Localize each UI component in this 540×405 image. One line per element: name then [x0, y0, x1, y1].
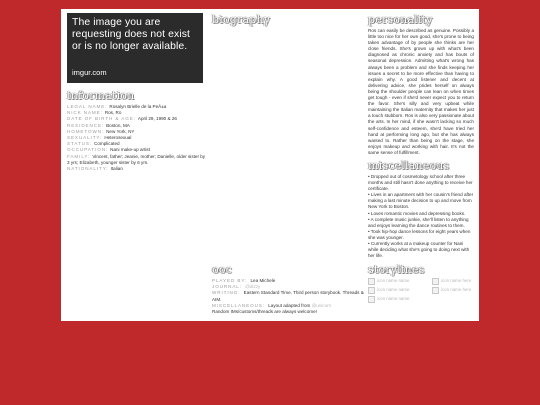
misc-after-row	[212, 309, 372, 315]
middle-column	[212, 13, 338, 28]
personality-heading: personality	[368, 13, 433, 26]
biography-heading: biography	[212, 13, 271, 26]
broken-image-icon	[432, 287, 439, 294]
miscellaneous-item: • Lives in an apartment with her cousin's friend after making a last minute decision to up and move from New York to Boston.	[368, 192, 474, 210]
storylines-grid	[368, 278, 474, 303]
storyline-label: icon name here	[441, 287, 472, 293]
storyline-label: icon name name	[377, 278, 410, 284]
storyline-link[interactable]	[368, 296, 428, 303]
storyline-link[interactable]	[432, 287, 474, 294]
information-label: RESIDENCE:	[67, 122, 105, 128]
writing-row	[212, 290, 372, 302]
storyline-label: icon name name	[377, 287, 410, 293]
information-value: Complicated	[94, 141, 120, 147]
information-value: Rosalyn Brielle de la PeÃ±a	[109, 104, 167, 109]
information-label: NATIONALITY:	[67, 166, 109, 172]
information-row	[67, 154, 207, 166]
left-column	[67, 13, 207, 172]
misc-value: Layout adapted from	[268, 302, 311, 308]
miscellaneous-item: • Currently works at a makeup counter for Nani while deciding what she's going to doing next with her life.	[368, 241, 470, 259]
misc-label: MISCELLANEOUS:	[212, 302, 265, 308]
information-list	[67, 104, 207, 172]
information-label: STATUS:	[67, 141, 93, 147]
information-label: OCCUPATION:	[67, 147, 109, 153]
information-label: SEXUALITY:	[67, 135, 103, 141]
misc-link[interactable]: @unicorn	[311, 302, 332, 308]
information-label: NICK NAME:	[67, 110, 103, 116]
personality-text: Ros can easily be described as genuine. Possibly a little too nice for her own good, she's prone to being taken advantage of by people she thinks are her close friends. She's grown up with what's been diagnosed as chronic anxiety and has bouts of seasonal depression. Admitting what's wrong has always been a problem and she finds keeping her issues a secret to be more effective than having to explain why. A good listener and decent at delivering advice, she prides herself on always being the shoulder people can lean on when times get tough - even if she'd never expect you to return the favor. She's silly and very upbeat while maintaining the Italian maternity that makes her just a touch stubborn. Ros is also very passionate about the arts. In her mind, if she wasn't lacking so much self-confidence and esteem, she'd have tried her hand at performing long ago, but she has always wanted to. Rather than being on the stage, she enjoys makeup and working with hair. It's not the same sense of fulfillment.	[368, 28, 474, 155]
storyline-link[interactable]	[368, 287, 428, 294]
miscellaneous-item: • Loves romantic movies and depressing books.	[368, 210, 466, 216]
information-label: HOMETOWN:	[67, 128, 105, 134]
information-value: Heterosexual	[104, 135, 132, 141]
information-value: Italian	[110, 166, 123, 172]
played-by-label: PLAYED BY:	[212, 278, 248, 283]
storyline-label: icon name name	[377, 296, 410, 302]
miscellaneous-item: • A complete music junkie, she'll listen to anything and enjoys learning the dance routines to them.	[368, 216, 469, 228]
information-label: LEGAL NAME:	[67, 104, 108, 109]
information-label: DATE OF BIRTH & AGE:	[67, 116, 136, 122]
broken-image-icon	[432, 278, 439, 285]
information-value: Boston, MA	[106, 122, 130, 128]
played-by-value: Lea Michele	[250, 278, 276, 283]
journal-link[interactable]: @dizzy	[245, 284, 261, 290]
imgur-brand: imgur.com	[72, 68, 107, 77]
information-heading: information	[67, 89, 135, 102]
information-label: FAMILY:	[67, 153, 91, 159]
missing-image-placeholder	[67, 13, 203, 83]
right-column	[368, 13, 474, 303]
information-value: Vincent, father; Jeanie, mother; Danielle, older sister by 3 yrs; Elizabeth, younger sister by 6 yrs.	[67, 153, 206, 165]
miscellaneous-item: • Took hip-hop dance lessons for eight years when she was younger.	[368, 228, 471, 240]
missing-image-message: The image you are requesting does not exist or is no longer available.	[72, 17, 191, 52]
information-row	[67, 166, 207, 172]
information-value: New York, NY	[106, 128, 135, 134]
miscellaneous-list	[368, 174, 474, 259]
journal-label: JOURNAL:	[212, 284, 242, 290]
writing-label: WRITING:	[212, 290, 241, 296]
miscellaneous-heading: miscellaneous	[368, 158, 450, 172]
miscellaneous-item: • Dropped out of cosmetology school after three months and still hasn't done anything to receive her certificate.	[368, 173, 473, 192]
information-value: Nani make-up artist	[110, 147, 150, 153]
information-value: April 29, 1990 & 26	[137, 116, 177, 122]
ooc-section	[212, 263, 372, 315]
storyline-label: icon name here	[441, 278, 472, 284]
storyline-link[interactable]	[368, 278, 428, 285]
writing-value: Eastern Standard Time. Third person storybook. Threads & AIM.	[212, 290, 364, 302]
profile-panel	[61, 9, 479, 321]
storylines-heading: storylines	[368, 263, 425, 277]
storyline-link[interactable]	[432, 278, 474, 285]
misc-after-text: Random IMs/customs/threads are always welcome!	[212, 309, 317, 315]
ooc-heading: ooc	[212, 263, 233, 276]
information-value: Ros, Ro	[104, 110, 122, 116]
